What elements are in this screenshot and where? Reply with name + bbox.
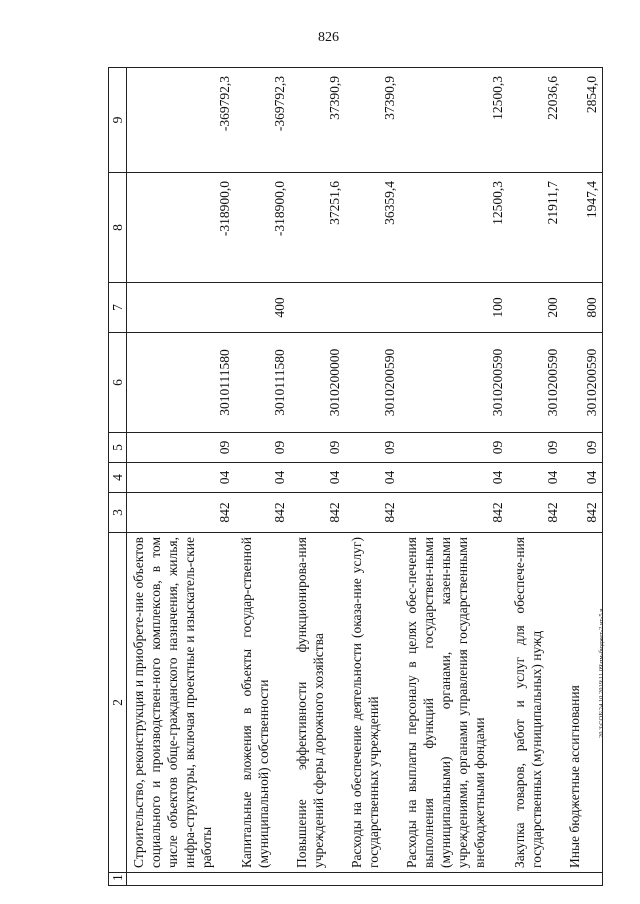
cell-c4: 04: [508, 463, 563, 493]
cell-c8: 37251,6: [290, 173, 345, 283]
table-row: [127, 68, 235, 886]
cell-c8: -318900,0: [235, 173, 290, 283]
cell-c7: [290, 283, 345, 333]
cell-c7: 400: [235, 283, 290, 333]
row-name: Повышение эффективности функционирова-ния учреждений сферы дорожного хозяйства: [290, 533, 345, 873]
table-row: [235, 68, 290, 886]
row-name: Закупка товаров, работ и услуг для обеспече-ния государственных (муниципальных) нужд: [508, 533, 563, 873]
cell-c3: 842: [290, 493, 345, 533]
cell-c9: 2854,0: [563, 68, 603, 173]
row-name: Строительство, реконструкция и приобрете-ние объектов социального и производствен-ного комплексов, в том числе объектов обще-гражданского назначения, жилья, инфра-структуры, включая проектные и изыскатель-ские работы: [127, 533, 235, 873]
cell-c8: 1947,4: [563, 173, 603, 283]
cell-c3: 842: [563, 493, 603, 533]
cell-c5: 09: [345, 433, 400, 463]
cell-c6: 3010200590: [345, 333, 400, 433]
cell-c7: [345, 283, 400, 333]
cell-c6: 3010111580: [235, 333, 290, 433]
cell-c3: 842: [345, 493, 400, 533]
table-row: [290, 68, 345, 886]
table-row: [345, 68, 400, 886]
cell-c8: 21911,7: [508, 173, 563, 283]
col-header-1: 1: [109, 873, 127, 886]
row-name: Капитальные вложения в объекты государ-ственной (муниципальной) собственности: [235, 533, 290, 873]
col-header-9: 9: [109, 68, 127, 173]
cell-c3: 842: [235, 493, 290, 533]
cell-c3: 842: [508, 493, 563, 533]
row-name: Расходы на выплаты персоналу в целях обес-печения выполнения функций государствен-ными (муниципальными) органами, казен-ными учреждениями, органами управления государственными внебюджетными фондами: [400, 533, 508, 873]
col-header-8: 8: [109, 173, 127, 283]
row-name: Иные бюджетные ассигнования: [563, 533, 603, 873]
col-header-6: 6: [109, 333, 127, 433]
cell-c5: 09: [127, 433, 235, 463]
col-header-7: 7: [109, 283, 127, 333]
cell-c8: -318900,0: [127, 173, 235, 283]
page-number: 826: [318, 30, 339, 45]
cell-c9: 22036,6: [508, 68, 563, 173]
table-row: [508, 68, 563, 886]
col-header-3: 3: [109, 493, 127, 533]
cell-c8: 36359,4: [345, 173, 400, 283]
cell-c4: 04: [563, 463, 603, 493]
cell-c4: 04: [345, 463, 400, 493]
cell-c6: 3010111580: [127, 333, 235, 433]
cell-c6: 3010200590: [563, 333, 603, 433]
cell-c4: 04: [290, 463, 345, 493]
budget-table: [108, 67, 603, 886]
cell-c9: 12500,3: [400, 68, 508, 173]
cell-c6: 3010200000: [290, 333, 345, 433]
cell-c4: 04: [400, 463, 508, 493]
cell-c9: 37390,9: [345, 68, 400, 173]
footer-code: 20.3\СОБ\24 10.2019\11.09\пм-бюджет-2 чт-5 ч: [598, 608, 605, 738]
budget-table-rotated: [108, 68, 599, 886]
cell-c9: 37390,9: [290, 68, 345, 173]
cell-c9: -369792,3: [235, 68, 290, 173]
cell-c7: 200: [508, 283, 563, 333]
cell-c4: 04: [127, 463, 235, 493]
table-row: [563, 68, 603, 886]
cell-c5: 09: [290, 433, 345, 463]
cell-c3: 842: [127, 493, 235, 533]
cell-c7: 800: [563, 283, 603, 333]
header-row: [109, 68, 127, 886]
cell-c7: 100: [400, 283, 508, 333]
row-name: Расходы на обеспечение деятельности (оказа-ние услуг) государственных учреждений: [345, 533, 400, 873]
col-header-4: 4: [109, 463, 127, 493]
cell-c9: -369792,3: [127, 68, 235, 173]
cell-c8: 12500,3: [400, 173, 508, 283]
col-header-5: 5: [109, 433, 127, 463]
cell-c4: 04: [235, 463, 290, 493]
cell-c5: 09: [508, 433, 563, 463]
cell-c3: 842: [400, 493, 508, 533]
cell-c6: 3010200590: [508, 333, 563, 433]
cell-c5: 09: [235, 433, 290, 463]
col-header-2: 2: [109, 533, 127, 873]
cell-c5: 09: [563, 433, 603, 463]
table-row: [400, 68, 508, 886]
cell-c5: 09: [400, 433, 508, 463]
cell-c7: [127, 283, 235, 333]
cell-c6: 3010200590: [400, 333, 508, 433]
